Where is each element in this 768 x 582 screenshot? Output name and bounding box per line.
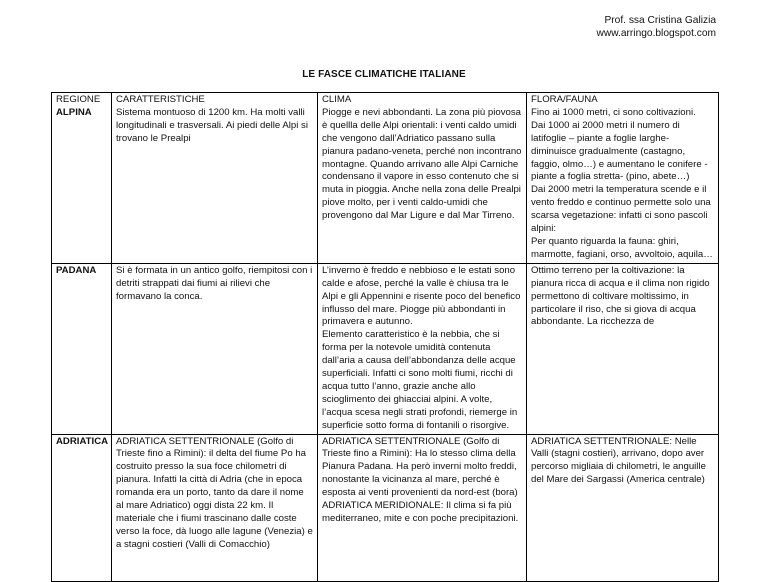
clima-alpina: Piogge e nevi abbondanti. La zona più piovosa è quellla delle Alpi orientali: i venti caldo umidi che vengono dall’Adriatico passano sulla pianura padano-veneta, perché non incontrano montagne. Quando arrivano alle Alpi Carniche condensano il vapore in esso contenuto che si muta in pioggia. Anche nella zona delle Prealpi piove molto, per i venti caldo-umidi che provengono dal Mar Ligure e dal Mar Tirreno. xyxy=(322,106,522,222)
table-row-padana xyxy=(52,263,719,434)
region-cell xyxy=(52,263,112,434)
flora-cell xyxy=(527,93,719,264)
column-header-flora-fauna: FLORA/FAUNA xyxy=(531,94,598,105)
caratteristiche-cell xyxy=(112,434,318,581)
table-row-alpina xyxy=(52,93,719,264)
flora-alpina-line: Dai 1000 ai 2000 metri il numero di latifoglie – piante a foglie larghe- diminuisce gradualmente (castagno, faggio, olmo…) e aumentano le conifere -piante a foglia stretta- (pino, abete…) xyxy=(531,119,708,183)
region-cell xyxy=(52,93,112,264)
caratteristiche-cell xyxy=(112,263,318,434)
caratteristiche-adriatica: ADRIATICA SETTENTRIONALE (Golfo di Trieste fino a Rimini): il delta del fiume Po ha costruito presso la sua foce chilometri di pianura. Infatti la città di Adria (che in epoca romanda era un porto, tanto da dare il nome al mare Adriatico) oggi dista 22 km. Il materiale che i fiumi trascinano dalle coste verso la foce, dà luogo alle lagune (Venezia) e a stagni costieri (Valli di Comacchio) xyxy=(116,435,313,550)
clima-adriatica-line: ADRIATICA SETTENTRIONALE (Golfo di Trieste fino a Rimini): Ha lo stesso clima della Pianura Padana. Ha però inverni molto freddi, nonostante la vicinanza al mare, perché è esposta ai venti provenienti da nord-est (bora) xyxy=(322,435,518,499)
caratteristiche-cell xyxy=(112,93,318,264)
table-row-adriatica xyxy=(52,434,719,581)
clima-cell xyxy=(318,434,527,581)
column-header-regione: REGIONE xyxy=(56,94,101,105)
caratteristiche-padana: Si è formata in un antico golfo, riempitosi con i detriti strappati dai fiumi ai rilievi che formavano la conca. xyxy=(116,264,313,302)
column-header-caratteristiche: CARATTERISTICHE xyxy=(116,94,205,105)
region-name-alpina: ALPINA xyxy=(56,106,92,118)
region-name-adriatica: ADRIATICA xyxy=(56,435,109,447)
flora-alpina-line: Per quanto riguarda la fauna: ghiri, marmotte, fagiani, orso, avvoltoio, aquila… xyxy=(531,235,713,260)
clima-padana-line: Elemento caratteristico è la nebbia, che si forma per la notevole umidità contenuta dall’aria a causa dell’abbondanza delle acque superficiali. Infatti ci sono molti fiumi, ricchi di acqua tutto l’anno, grazie anche allo scioglimento dei ghiacciai alpini. A volte, l’acqua scesa negli strati profondi, riemerge in superficie sotto forma di fontanili o risorgive. xyxy=(322,329,518,431)
flora-adriatica: ADRIATICA SETTENTRIONALE: Nelle Valli (stagni costieri), arrivano, dopo aver percorso migliaia di chilometri, le anguille del Mare dei Sargassi (America centrale) xyxy=(531,435,706,486)
flora-alpina-line: Dai 2000 metri la temperatura scende e il vento freddo e continuo permette solo una scarsa vegetazione: infatti ci sono pascoli alpini: xyxy=(531,184,711,235)
region-cell xyxy=(52,434,112,581)
clima-cell xyxy=(318,93,527,264)
column-header-clima: CLIMA xyxy=(322,94,352,105)
author-name: Prof. ssa Cristina Galizia xyxy=(604,15,716,26)
flora-alpina-line: Fino ai 1000 metri, ci sono coltivazioni. xyxy=(531,106,696,118)
document-header xyxy=(597,14,716,40)
clima-padana-line: L’inverno è freddo e nebbioso e le estati sono calde e afose, perché la valle è chiusa tra le Alpi e gli Appennini e risente poco del benefico influsso del mare. Piogge più abbondanti in primavera e autunno. xyxy=(322,264,521,328)
flora-cell xyxy=(527,263,719,434)
clima-adriatica-line: ADRIATICA MERIDIONALE: Il clima si fa più mediterraneo, mite e con poche precipitazioni. xyxy=(322,500,519,524)
flora-padana: Ottimo terreno per la coltivazione: la pianura ricca di acqua e il clima non rigido permettono di coltivare moltissimo, in particolare il riso, che si giova di acqua abbondante. La ricchezza de xyxy=(531,264,710,328)
document-title: LE FASCE CLIMATICHE ITALIANE xyxy=(302,69,466,80)
flora-cell xyxy=(527,434,719,581)
region-name-padana: PADANA xyxy=(56,264,97,276)
climate-table xyxy=(51,92,719,582)
website-url: www.arringo.blogspot.com xyxy=(596,28,716,39)
clima-cell xyxy=(318,263,527,434)
caratteristiche-alpina: Sistema montuoso di 1200 km. Ha molti valli longitudinali e trasversali. Ai piedi delle Alpi si trovano le Prealpi xyxy=(116,106,308,144)
